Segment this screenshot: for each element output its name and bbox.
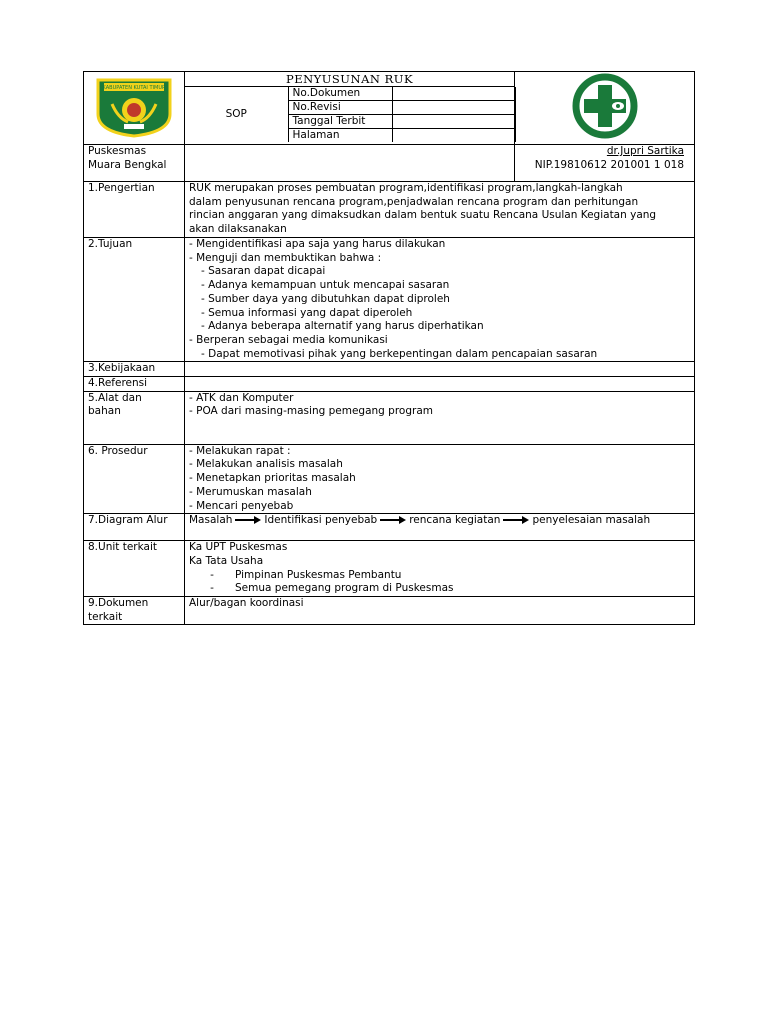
row-referensi (84, 377, 695, 392)
unit-bullet-text: Semua pemegang program di Puskesmas (235, 582, 454, 595)
puskesmas-logo-icon (560, 73, 650, 139)
tujuan-line: - Berperan sebagai media komunikasi (189, 333, 388, 346)
label-kebijakan: 3.Kebijakaan (84, 362, 185, 377)
signatory-name: dr.Jupri Sartika (606, 145, 684, 157)
unit-line: Ka Tata Usaha (189, 554, 264, 567)
label-dokumen-line-2: terkait (88, 610, 123, 623)
tujuan-subline: - Sasaran dapat dicapai (201, 265, 326, 278)
row-unit-terkait (84, 541, 695, 597)
org-line-2: Muara Bengkal (88, 158, 167, 171)
label-alat-line-2: bahan (88, 405, 121, 418)
meta-label-no-revisi: No.Revisi (288, 101, 392, 115)
tujuan-subline: - Sumber daya yang dibutuhkan dapat diproleh (201, 292, 450, 305)
unit-bullet (189, 582, 690, 596)
tujuan-line: - Menguji dan membuktikan bahwa : (189, 251, 382, 264)
prosedur-line: - Menetapkan prioritas masalah (189, 472, 356, 485)
header-center-cell (185, 72, 515, 145)
header-inner-table (185, 87, 516, 142)
row-tujuan (84, 238, 695, 362)
right-logo-cell (515, 72, 695, 145)
content-dokumen-terkait: Alur/bagan koordinasi (185, 597, 695, 625)
content-tujuan (185, 238, 695, 362)
org-line-1: Puskesmas (88, 145, 147, 157)
bullet-dash: - (210, 568, 214, 581)
org-cell (84, 145, 185, 182)
arrow-right-icon (380, 516, 406, 524)
pengertian-line: rincian anggaran yang dimaksudkan dalam bentuk suatu Rencana Usulan Kegiatan yang (189, 209, 657, 222)
label-dokumen-terkait (84, 597, 185, 625)
emblem-text: KABUPATEN KUTAI TIMUR (102, 84, 166, 91)
label-unit-terkait: 8.Unit terkait (84, 541, 185, 597)
meta-value-tanggal-terbit (392, 115, 515, 129)
row-kebijakan (84, 362, 695, 377)
label-alat-bahan (84, 391, 185, 444)
content-alat-bahan (185, 391, 695, 444)
alat-line: - POA dari masing-masing pemegang program (189, 405, 433, 418)
prosedur-line: - Mencari penyebab (189, 499, 294, 512)
org-row (84, 145, 695, 182)
sop-document (83, 71, 694, 625)
bullet-dash: - (210, 582, 214, 595)
regency-emblem-icon (94, 74, 174, 138)
prosedur-line: - Melakukan rapat : (189, 444, 291, 457)
row-diagram-alur (84, 514, 695, 541)
document-title: PENYUSUNAN RUK (185, 72, 514, 87)
tujuan-subline: - Semua informasi yang dapat diperoleh (201, 306, 413, 319)
sop-table (83, 71, 695, 625)
unit-line: Ka UPT Puskesmas (189, 541, 288, 554)
meta-value-no-dokumen (392, 87, 515, 101)
label-diagram-alur: 7.Diagram Alur (84, 514, 185, 541)
flow-step: Masalah (189, 514, 233, 527)
meta-label-halaman: Halaman (288, 129, 392, 143)
label-referensi: 4.Referensi (84, 377, 185, 392)
tujuan-subline: - Adanya kemampuan untuk mencapai sasaran (201, 279, 450, 292)
content-prosedur (185, 444, 695, 514)
row-prosedur (84, 444, 695, 514)
content-diagram-alur (185, 514, 695, 541)
tujuan-subline: - Dapat memotivasi pihak yang berkepentingan dalam pencapaian sasaran (201, 347, 598, 360)
label-pengertian: 1.Pengertian (84, 182, 185, 238)
label-dokumen-line-1: 9.Dokumen (88, 597, 149, 610)
left-logo-cell (84, 72, 185, 145)
alat-line: - ATK dan Komputer (189, 391, 294, 404)
unit-bullet-text: Pimpinan Puskesmas Pembantu (235, 568, 402, 581)
label-prosedur: 6. Prosedur (84, 444, 185, 514)
meta-label-no-dokumen: No.Dokumen (288, 87, 392, 101)
row-pengertian (84, 182, 695, 238)
org-empty-cell (185, 145, 515, 182)
flow-step: rencana kegiatan (409, 514, 501, 527)
flow-step: penyelesaian masalah (532, 514, 651, 527)
unit-bullet (189, 569, 690, 583)
sop-label: SOP (185, 87, 288, 142)
prosedur-line: - Melakukan analisis masalah (189, 458, 343, 471)
signatory-nip: NIP.19810612 201001 1 018 (534, 158, 684, 171)
meta-value-no-revisi (392, 101, 515, 115)
label-alat-line-1: 5.Alat dan (88, 391, 142, 404)
prosedur-line: - Merumuskan masalah (189, 485, 312, 498)
tujuan-subline: - Adanya beberapa alternatif yang harus diperhatikan (201, 320, 484, 333)
tujuan-line: - Mengidentifikasi apa saja yang harus dilakukan (189, 238, 446, 250)
content-kebijakan (185, 362, 695, 377)
meta-value-halaman (392, 129, 515, 143)
content-referensi (185, 377, 695, 392)
label-tujuan: 2.Tujuan (84, 238, 185, 362)
flow-step: Identifikasi penyebab (264, 514, 378, 527)
content-unit-terkait (185, 541, 695, 597)
header-row (84, 72, 695, 145)
pengertian-line: akan dilaksanakan (189, 223, 287, 236)
pengertian-line: dalam penyusunan rencana program,penjadwalan rencana program dan perhitungan (189, 195, 639, 208)
arrow-right-icon (503, 516, 529, 524)
row-alat-bahan (84, 391, 695, 444)
pengertian-line: RUK merupakan proses pembuatan program,identifikasi program,langkah-langkah (189, 182, 623, 194)
content-pengertian (185, 182, 695, 238)
meta-label-tanggal-terbit: Tanggal Terbit (288, 115, 392, 129)
arrow-right-icon (235, 516, 261, 524)
signature-cell (515, 145, 695, 182)
row-dokumen-terkait (84, 597, 695, 625)
